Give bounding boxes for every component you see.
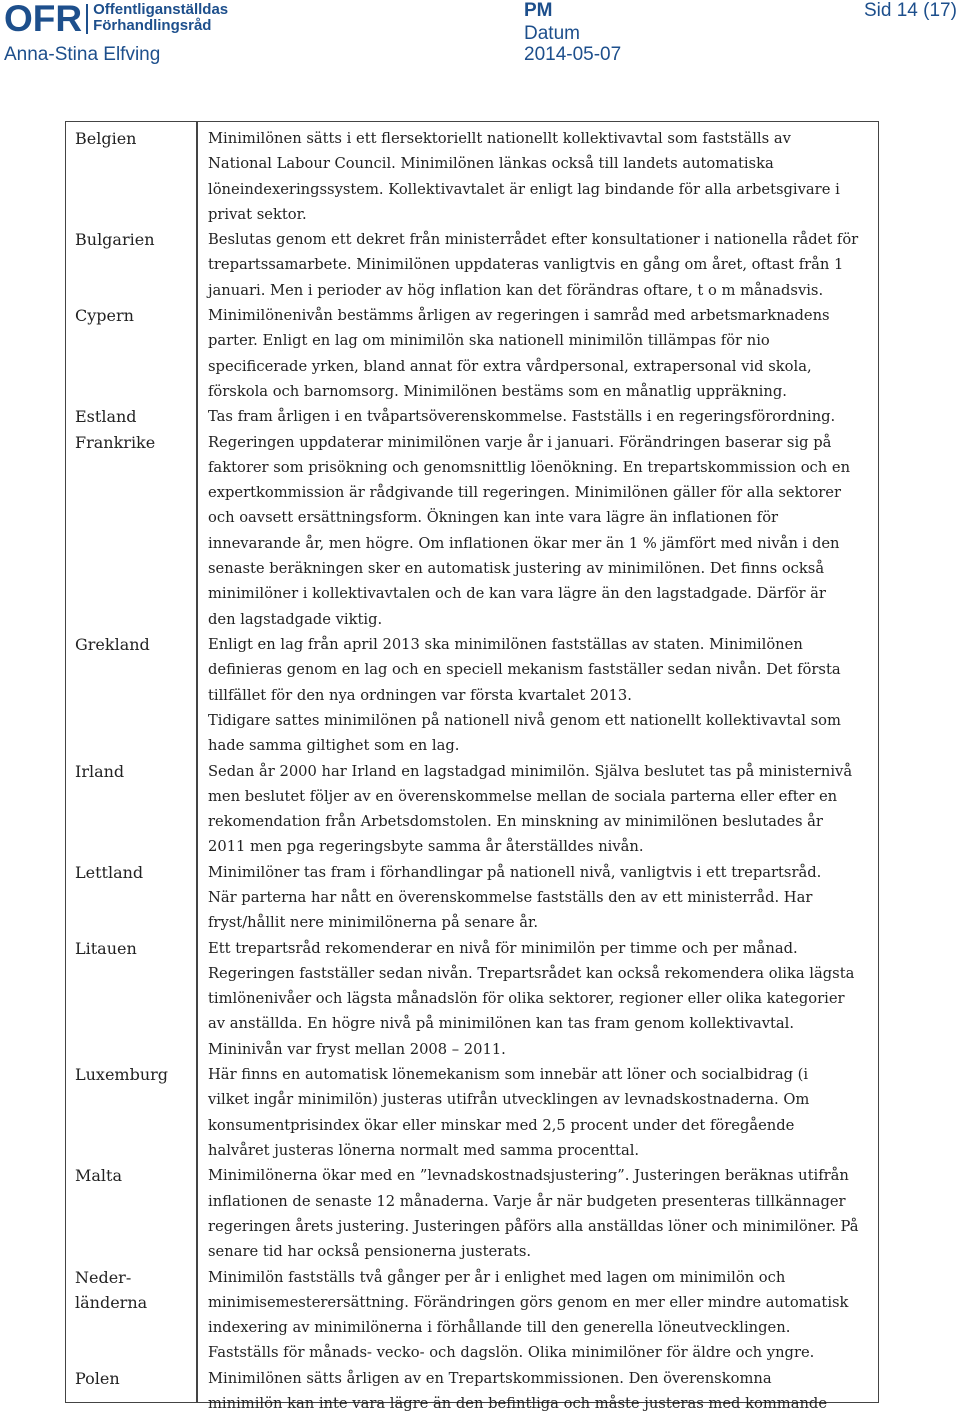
description-line: minimilöner i kollektivavtalen och de kan vara lägre än den lagstadgade. Därför är [208, 585, 826, 603]
description-line: av anställda. En högre nivå på minimilönen kan tas fram genom kollektivavtal. [208, 1015, 795, 1033]
description-cell [208, 430, 876, 632]
description-line: vilket ingår minimilön) justeras utifrån utvecklingen av levnadskostnaderna. Om [208, 1091, 810, 1109]
country-cell [75, 1366, 195, 1391]
description-line: löneindexeringssystem. Kollektivavtalet är enligt lag bindande för alla arbetsgivare i [208, 180, 840, 198]
logo-name [93, 0, 228, 34]
logo-abbreviation: OFR [4, 0, 83, 39]
country-cell [75, 1163, 195, 1188]
country-cell [75, 227, 195, 252]
ofr-logo [4, 0, 228, 37]
country-name: Cypern [75, 306, 134, 326]
description-line: Ett trepartsråd rekomenderar en nivå för minimilön per timme och per månad. [208, 939, 798, 957]
country-cell [75, 759, 195, 784]
description-line: senaste beräkningen sker en automatisk justering av minimilönen. Det finns också [208, 560, 825, 578]
description-line: National Labour Council. Minimilönen länkas också till landets automatiska [208, 155, 774, 173]
country-name: länderna [75, 1292, 148, 1312]
description-cell [208, 404, 876, 429]
country-name: Bulgarien [75, 230, 155, 250]
description-line: inflationen de senaste 12 månaderna. Varje år när budgeten presenteras tillkännager [208, 1192, 846, 1210]
country-name: Luxemburg [75, 1065, 169, 1085]
description-line: Minimilönen sätts årligen av en Trepartskommissionen. Den överenskomna [208, 1369, 772, 1387]
description-line: minimilön kan inte vara lägre än den befintliga och måste justeras med kommande [208, 1394, 828, 1412]
description-line: Minimilöner tas fram i förhandlingar på nationell nivå, vanligtvis i ett trepartsråd. [208, 863, 822, 881]
country-cell [75, 1062, 195, 1087]
description-cell [208, 1163, 876, 1264]
country-cell [75, 936, 195, 961]
country-name: Grekland [75, 635, 150, 654]
description-cell [208, 632, 876, 758]
page-number: Sid 14 (17) [864, 0, 957, 21]
description-line: Sedan år 2000 har Irland en lagstadgad minimilön. Själva beslutet tas på ministernivå [208, 762, 853, 780]
description-cell [208, 1062, 876, 1163]
logo-name-line-1: Offentliganställdas [93, 1, 229, 18]
description-cell [208, 126, 876, 227]
description-line: indexering av minimilönerna i förhållande till den generella löneutvecklingen. [208, 1319, 791, 1337]
description-line: halvåret justeras lönerna normalt med samma procenttal. [208, 1141, 640, 1159]
description-cell [208, 936, 876, 1062]
logo-divider [86, 4, 88, 34]
description-line: men beslutet följer av en överenskommelse mellan de sociala parterna eller efter en [208, 787, 838, 805]
country-cell [75, 303, 195, 328]
country-name: Malta [75, 1166, 123, 1186]
description-line: timlönenivåer och lägsta månadslön för olika sektorer, regioner eller olika kategorier [208, 990, 845, 1008]
country-name: Litauen [75, 938, 137, 958]
description-line: rekomendation från Arbetsdomstolen. En minskning av minimilönen beslutades år [208, 813, 823, 831]
country-name: Lettland [75, 862, 144, 882]
description-line: Mininivån var fryst mellan 2008 – 2011. [208, 1040, 506, 1058]
description-line: den lagstadgade viktig. [208, 610, 383, 628]
description-line: regeringen årets justering. Justeringen påförs alla anställdas löner och minimilöner. På [208, 1217, 859, 1235]
column-divider [196, 122, 198, 1402]
minimum-wage-table [65, 121, 879, 1412]
description-line: Tidigare sattes minimilönen på nationell nivå genom ett nationellt kollektivavtal som [208, 711, 841, 729]
description-cell [208, 303, 876, 404]
description-line: minimisemesterersättning. Förändringen görs genom en mer eller mindre automatisk [208, 1293, 849, 1311]
description-line: trepartssamarbete. Minimilönen uppdateras vanligtvis en gång om året, oftast från 1 [208, 256, 844, 274]
description-line: Tas fram årligen i en tvåpartsöverenskommelse. Fastställs i en regeringsförordning. [208, 408, 836, 426]
description-cell [208, 1265, 876, 1366]
description-line: senare tid har också pensionerna justerats. [208, 1243, 532, 1261]
description-line: fryst/hållit nere minimilönerna på senare år. [208, 914, 539, 932]
country-cell [75, 1265, 195, 1315]
description-line: Beslutas genom ett dekret från ministerrådet efter konsultationer i nationella rådet för [208, 231, 859, 249]
description-line: Fastställs för månads- vecko- och dagslön. Olika minimilöner för äldre och yngre. [208, 1344, 815, 1362]
description-line: tillfället för den nya ordningen var första kvartalet 2013. [208, 686, 632, 704]
description-line: Här finns en automatisk lönemekanism som innebär att löner och socialbidrag (i [208, 1066, 809, 1084]
country-cell [75, 430, 195, 455]
country-name: Neder- [75, 1267, 132, 1287]
description-line: specificerade yrken, bland annat för extra vårdpersonal, extrapersonal vid skola, [208, 357, 812, 375]
description-cell [208, 759, 876, 860]
description-line: faktorer som prisökning och genomsnittlig löenökning. En trepartskommission och en [208, 458, 851, 476]
country-name: Estland [75, 407, 137, 427]
description-line: Minimilönen sätts i ett flersektoriellt nationellt kollektivavtal som fastställs av [208, 130, 791, 147]
country-name: Frankrike [75, 432, 156, 452]
description-line: förskola och barnomsorg. Minimilönen bestäms som en månatlig uppräkning. [208, 382, 787, 400]
document-type: PM [524, 0, 553, 21]
description-line: och oavsett ersättningsform. Ökningen kan inte vara lägre än inflationen för [208, 509, 779, 527]
date-value: 2014-05-07 [524, 44, 622, 65]
description-line: privat sektor. [208, 205, 307, 223]
country-cell [75, 126, 195, 151]
description-line: konsumentprisindex ökar eller minskar med 2,5 procent under det föregående [208, 1116, 795, 1134]
description-cell [208, 227, 876, 303]
description-line: Minimilönenivån bestämms årligen av regeringen i samråd med arbetsmarknadens [208, 307, 830, 325]
country-cell [75, 632, 195, 657]
description-line: Minimilönerna ökar med en ”levnadskostnadsjustering”. Justeringen beräknas utifrån [208, 1167, 849, 1185]
date-label: Datum [524, 23, 580, 44]
description-line: expertkommission är rådgivande till regeringen. Minimilönen gäller för alla sektorer [208, 484, 841, 502]
author-name: Anna-Stina Elfving [4, 44, 161, 65]
description-line: parter. Enligt en lag om minimilön ska nationell minimilön tillämpas för nio [208, 332, 770, 350]
description-line: Regeringen uppdaterar minimilönen varje år i januari. Förändringen baserar sig på [208, 433, 832, 451]
description-cell [208, 1366, 876, 1416]
description-line: definieras genom en lag och en speciell mekanism fastställer sedan nivån. Det första [208, 661, 841, 679]
description-line: januari. Men i perioder av hög inflation kan det förändras oftare, t o m månadsvis. [208, 281, 824, 299]
description-line: Enligt en lag från april 2013 ska minimilönen fastställas av staten. Minimilönen [208, 636, 803, 653]
description-line: hade samma giltighet som en lag. [208, 737, 460, 755]
description-line: 2011 men pga regeringsbyte samma år återställdes nivån. [208, 838, 644, 856]
country-cell [75, 404, 195, 429]
description-line: När parterna har nått en överenskommelse fastställs den av ett ministerråd. Har [208, 888, 813, 906]
description-line: Minimilön fastställs två gånger per år i enlighet med lagen om minimilön och [208, 1268, 786, 1286]
page-header [0, 0, 960, 75]
country-name: Polen [75, 1368, 120, 1388]
description-cell [208, 860, 876, 936]
description-line: Regeringen fastställer sedan nivån. Trepartsrådet kan också rekomendera olika lägsta [208, 964, 855, 982]
country-name: Belgien [75, 129, 137, 148]
country-cell [75, 860, 195, 885]
country-name: Irland [75, 761, 125, 781]
logo-name-line-2: Förhandlingsråd [93, 17, 212, 34]
description-line: innevarande år, men högre. Om inflationen ökar mer än 1 % jämfört med nivån i den [208, 534, 840, 552]
